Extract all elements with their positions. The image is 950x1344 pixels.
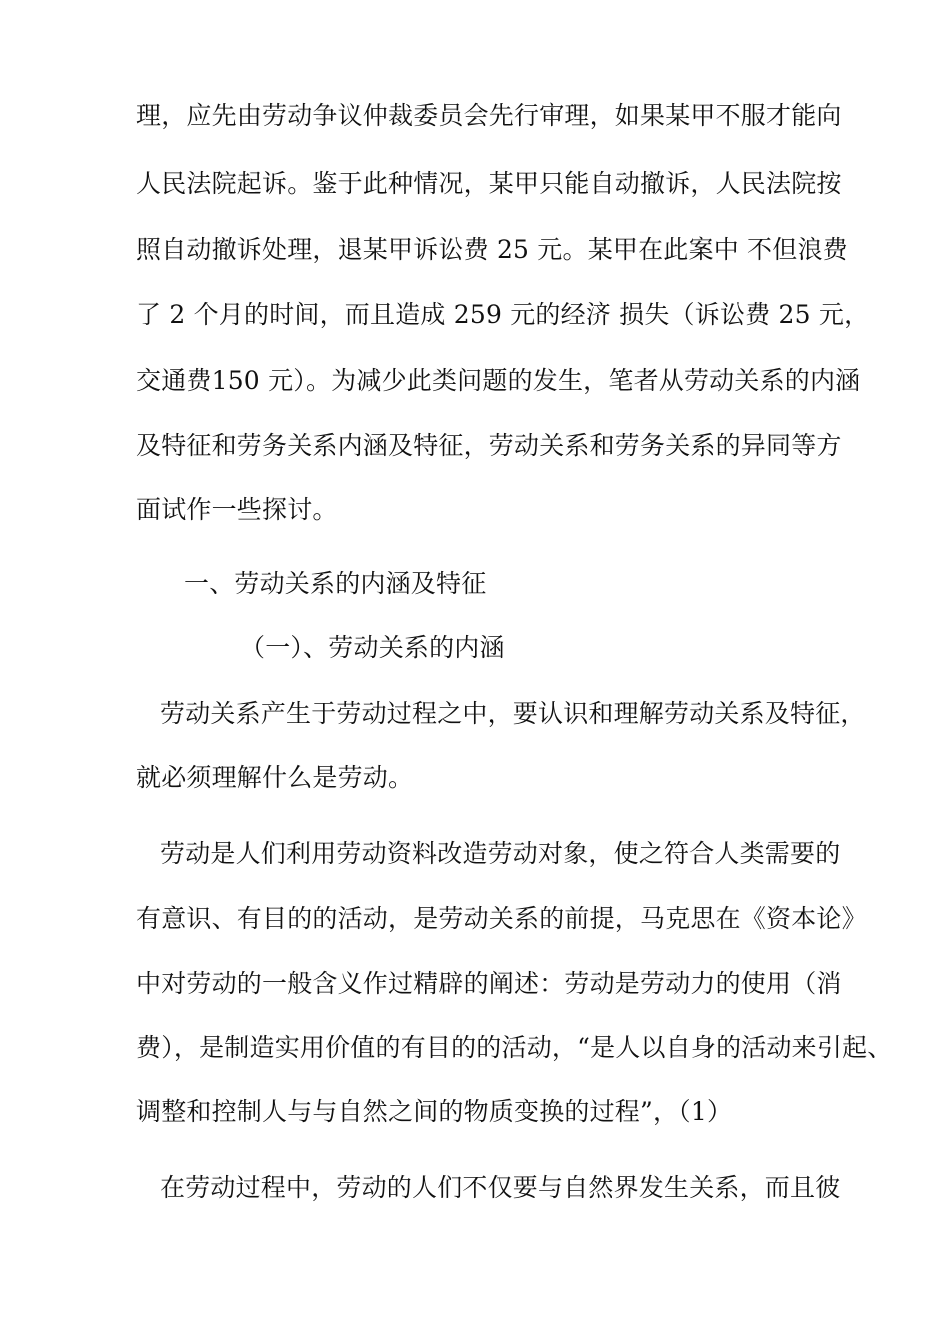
- body-text-line: 有意识、有目的的活动，是劳动关系的前提，马克思在《资本论》: [136, 904, 867, 933]
- paragraph-first-line: 在劳动过程中，劳动的人们不仅要与自然界发生关系，而且彼: [160, 1173, 841, 1202]
- body-text-line: 交通费150 元）。为减少此类问题的发生，笔者从劳动关系的内涵: [136, 366, 861, 395]
- body-text-line: 中对劳动的一般含义作过精辟的阐述：劳动是劳动力的使用（消: [136, 969, 842, 998]
- body-text-line: 人民法院起诉。鉴于此种情况，某甲只能自动撤诉，人民法院按: [136, 169, 842, 198]
- body-text-line: 及特征和劳务关系内涵及特征，劳动关系和劳务关系的异同等方: [136, 431, 842, 460]
- body-text-line: 就必须理解什么是劳动。: [136, 763, 414, 792]
- subsection-heading: （一）、劳动关系的内涵: [240, 633, 505, 662]
- paragraph-first-line: 劳动是人们利用劳动资料改造劳动对象，使之符合人类需要的: [160, 839, 841, 868]
- body-text-line: 费），是制造实用价值的有目的的活动，“是人以自身的活动来引起、: [136, 1033, 893, 1062]
- body-text-line: 面试作一些探讨。: [136, 495, 338, 524]
- paragraph-first-line: 劳动关系产生于劳动过程之中，要认识和理解劳动关系及特征，: [160, 699, 866, 728]
- body-text-line: 调整和控制人与与自然之间的物质变换的过程”，（1）: [136, 1097, 733, 1126]
- body-text-line: 照自动撤诉处理，退某甲诉讼费 25 元。某甲在此案中 不但浪费: [136, 235, 848, 264]
- body-text-line: 了 2 个月的时间，而且造成 259 元的经济 损失（诉讼费 25 元，: [136, 300, 870, 329]
- section-heading: 一、劳动关系的内涵及特征: [184, 569, 487, 598]
- body-text-line: 理，应先由劳动争议仲裁委员会先行审理，如果某甲不服才能向: [136, 101, 842, 130]
